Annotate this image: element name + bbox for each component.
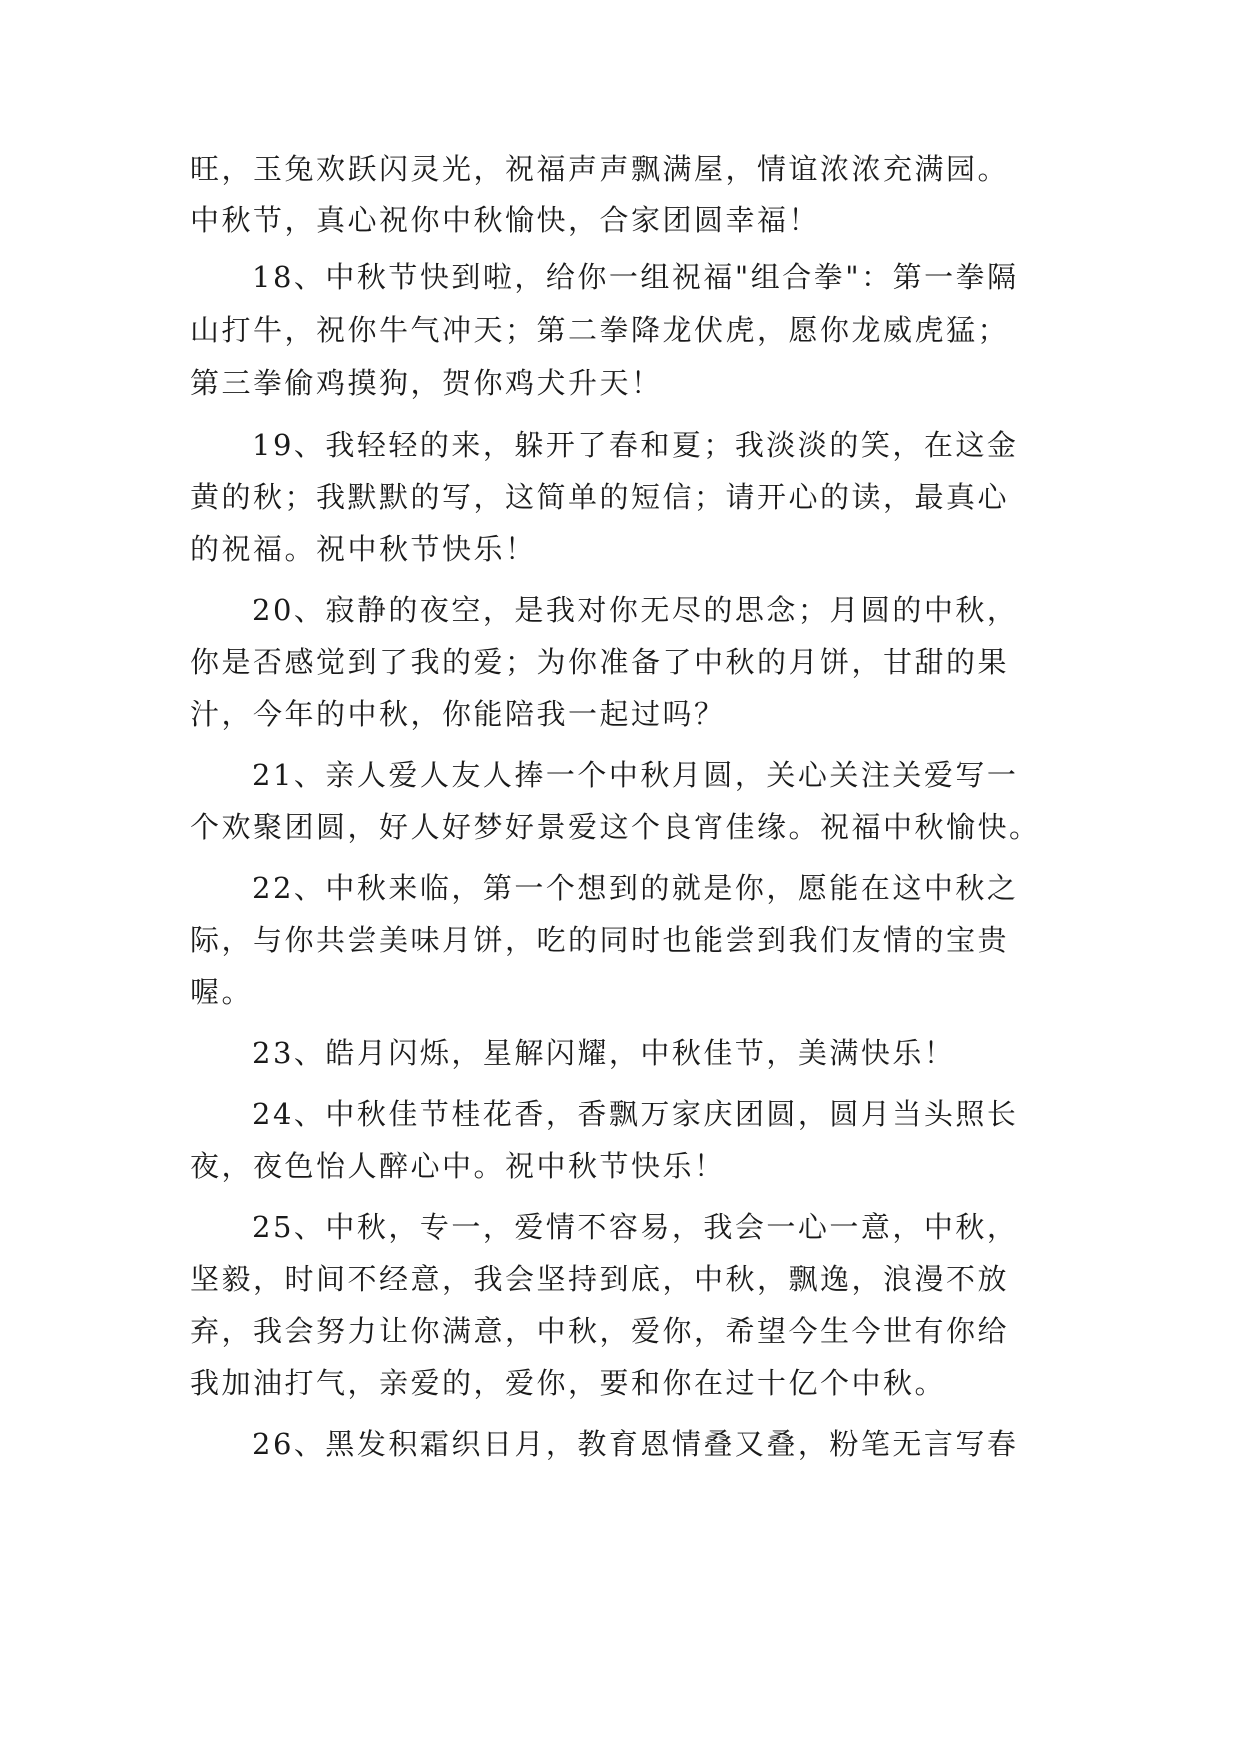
text-line: 汁，今年的中秋，你能陪我一起过吗？	[190, 697, 726, 731]
text-line: 夜，夜色怡人醉心中。祝中秋节快乐！	[190, 1149, 726, 1183]
paragraph-23-line: 23、皓月闪烁，星解闪耀，中秋佳节，美满快乐！	[252, 1036, 956, 1070]
text-line: 个欢聚团圆，好人好梦好景爱这个良宵佳缘。祝福中秋愉快。	[190, 810, 1041, 844]
text-line: 弃，我会努力让你满意，中秋，爱你，希望今生今世有你给	[190, 1314, 1010, 1348]
text-line: 第三拳偷鸡摸狗，贺你鸡犬升天！	[190, 366, 663, 400]
paragraph-19-line: 19、我轻轻的来，躲开了春和夏；我淡淡的笑，在这金	[252, 428, 1019, 462]
paragraph-24-line: 24、中秋佳节桂花香，香飘万家庆团圆，圆月当头照长	[252, 1097, 1019, 1131]
paragraph-26-line: 26、黑发积霜织日月，教育恩情叠又叠，粉笔无言写春	[252, 1427, 1019, 1461]
paragraph-21-line: 21、亲人爱人友人捧一个中秋月圆，关心关注关爱写一	[252, 758, 1019, 792]
text-line: 黄的秋；我默默的写，这简单的短信；请开心的读，最真心	[190, 480, 1010, 514]
text-line: 中秋节，真心祝你中秋愉快，合家团圆幸福！	[190, 203, 821, 237]
paragraph-18-line: 18、中秋节快到啦，给你一组祝福"组合拳"：第一拳隔	[252, 260, 1019, 294]
text-line: 坚毅，时间不经意，我会坚持到底，中秋，飘逸，浪漫不放	[190, 1262, 1010, 1296]
text-line: 旺，玉兔欢跃闪灵光，祝福声声飘满屋，情谊浓浓充满园。	[190, 152, 1010, 186]
text-line: 的祝福。祝中秋节快乐！	[190, 532, 537, 566]
text-line: 际，与你共尝美味月饼，吃的同时也能尝到我们友情的宝贵	[190, 923, 1010, 957]
paragraph-22-line: 22、中秋来临，第一个想到的就是你，愿能在这中秋之	[252, 871, 1019, 905]
text-line: 山打牛，祝你牛气冲天；第二拳降龙伏虎，愿你龙威虎猛；	[190, 313, 1010, 347]
paragraph-25-line: 25、中秋，专一，爱情不容易，我会一心一意，中秋，	[252, 1210, 1019, 1244]
text-line: 我加油打气，亲爱的，爱你，要和你在过十亿个中秋。	[190, 1366, 947, 1400]
text-line: 喔。	[190, 975, 254, 1009]
paragraph-20-line: 20、寂静的夜空，是我对你无尽的思念；月圆的中秋，	[252, 593, 1019, 627]
text-line: 你是否感觉到了我的爱；为你准备了中秋的月饼，甘甜的果	[190, 645, 1010, 679]
